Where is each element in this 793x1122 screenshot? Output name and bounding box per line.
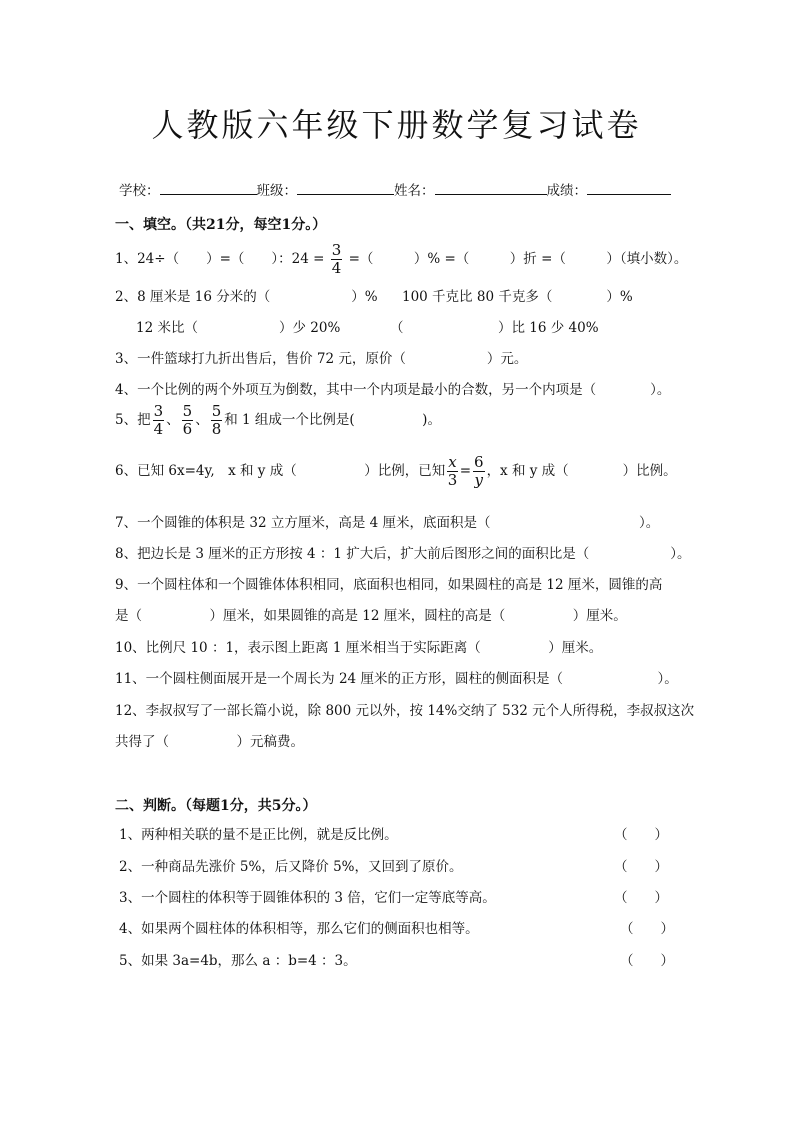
question-12a: 12、李叔叔写了一部长篇小说，除 800 元以外，按 14%交纳了 532 元个人所得税，李叔叔这次 — [115, 703, 695, 719]
equals-sign: = — [459, 463, 472, 479]
judge-item-5: 5、如果 3a=4b，那么 a ：b=4 ：3。 — [119, 953, 357, 969]
section2-heading: 二、判断。（每题1分，共5分。） — [115, 798, 317, 814]
q6-text-b: ，x 和 y 成（ ）比例。 — [486, 463, 677, 479]
question-7: 7、一个圆锥的体积是 32 立方厘米，高是 4 厘米，底面积是（ ）。 — [115, 515, 660, 531]
school-field[interactable] — [160, 182, 257, 195]
question-3: 3、一件篮球打九折出售后，售价 72 元，原价（ ）元。 — [115, 351, 528, 367]
question-2d: （ ）比 16 少 40% — [390, 320, 599, 336]
page-title: 人教版六年级下册数学复习试卷 — [151, 106, 642, 144]
question-8: 8、把边长是 3 厘米的正方形按 4 ：1 扩大后，扩大前后图形之间的面积比是（ ）。 — [115, 546, 691, 562]
separator: 、 — [195, 412, 209, 428]
judge-item-2: 2、一种商品先涨价 5%，后又降价 5%，又回到了原价。 — [119, 859, 463, 875]
fraction-numerator: 6 — [474, 453, 484, 471]
question-2c: 12 米比（ ）少 20% — [136, 320, 341, 336]
question-2b: 100 千克比 80 千克多（ ）% — [402, 289, 633, 305]
judge-answer-1[interactable]: （ ） — [614, 827, 668, 843]
judge-item-4: 4、如果两个圆柱体的体积相等，那么它们的侧面积也相等。 — [119, 921, 479, 937]
school-label: 学校： — [119, 183, 160, 199]
fraction-5-6 — [182, 403, 194, 438]
q1-text-a: 1、24÷（ ）=（ ）：24 = — [115, 251, 325, 267]
q5-text-a: 5、把 — [115, 412, 151, 428]
question-12b: 共得了（ ）元稿费。 — [115, 734, 304, 750]
judge-item-1: 1、两种相关联的量不是正比例，就是反比例。 — [119, 827, 398, 843]
question-2a: 2、8 厘米是 16 分米的（ ）% — [115, 289, 378, 305]
question-11: 11、一个圆柱侧面展开是一个周长为 24 厘米的正方形，圆柱的侧面积是（ ）。 — [115, 671, 678, 687]
fraction-denominator: 4 — [153, 420, 164, 438]
question-9b: 是（ ）厘米，如果圆锥的高是 12 厘米，圆柱的高是（ ）厘米。 — [115, 608, 627, 624]
judge-answer-4[interactable]: （ ） — [620, 921, 674, 937]
judge-answer-3[interactable]: （ ） — [614, 890, 668, 906]
question-5 — [115, 403, 441, 438]
fraction-denominator: 8 — [211, 420, 222, 438]
question-4: 4、一个比例的两个外项互为倒数，其中一个内项是最小的合数，另一个内项是（ ）。 — [115, 382, 671, 398]
fraction-numerator: x — [448, 453, 457, 471]
q1-text-b: =（ ）% =（ ）折 =（ ）（填小数）。 — [348, 251, 688, 267]
fraction-x-3 — [447, 454, 457, 489]
info-line — [119, 182, 671, 200]
fraction-numerator: 5 — [211, 402, 222, 420]
judge-answer-2[interactable]: （ ） — [614, 859, 668, 875]
section1-heading: 一、填空。（共21分，每空1分。） — [115, 217, 327, 233]
fraction-5-8 — [211, 403, 223, 438]
score-field[interactable] — [587, 182, 671, 195]
fraction-denominator: 4 — [331, 259, 342, 277]
question-6 — [115, 454, 677, 489]
q5-text-b: 和 1 组成一个比例是( )。 — [224, 412, 441, 428]
fraction-3-4 — [331, 242, 343, 277]
score-label: 成绩： — [546, 183, 587, 199]
separator: 、 — [166, 412, 180, 428]
fraction-denominator: y — [474, 471, 484, 489]
fraction-numerator: 3 — [153, 402, 164, 420]
question-10: 10、比例尺 10 ：1，表示图上距离 1 厘米相当于实际距离（ ）厘米。 — [115, 640, 603, 656]
q6-text-a: 6、已知 6x=4y, x 和 y 成（ ）比例，已知 — [115, 463, 446, 479]
name-label: 姓名： — [394, 183, 435, 199]
name-field[interactable] — [435, 182, 547, 195]
fraction-denominator: 6 — [182, 420, 193, 438]
fraction-3-4 — [153, 403, 165, 438]
fraction-numerator: 3 — [331, 241, 342, 259]
fraction-numerator: 5 — [182, 402, 193, 420]
class-field[interactable] — [297, 182, 394, 195]
question-1 — [115, 242, 687, 277]
class-label: 班级： — [256, 183, 297, 199]
fraction-6-y — [473, 454, 485, 489]
question-9a: 9、一个圆柱体和一个圆锥体体积相同，底面积也相同，如果圆柱的高是 12 厘米，圆锥的高 — [115, 577, 663, 593]
fraction-denominator: 3 — [447, 471, 458, 489]
judge-answer-5[interactable]: （ ） — [620, 953, 674, 969]
judge-item-3: 3、一个圆柱的体积等于圆锥体积的 3 倍，它们一定等底等高。 — [119, 890, 496, 906]
